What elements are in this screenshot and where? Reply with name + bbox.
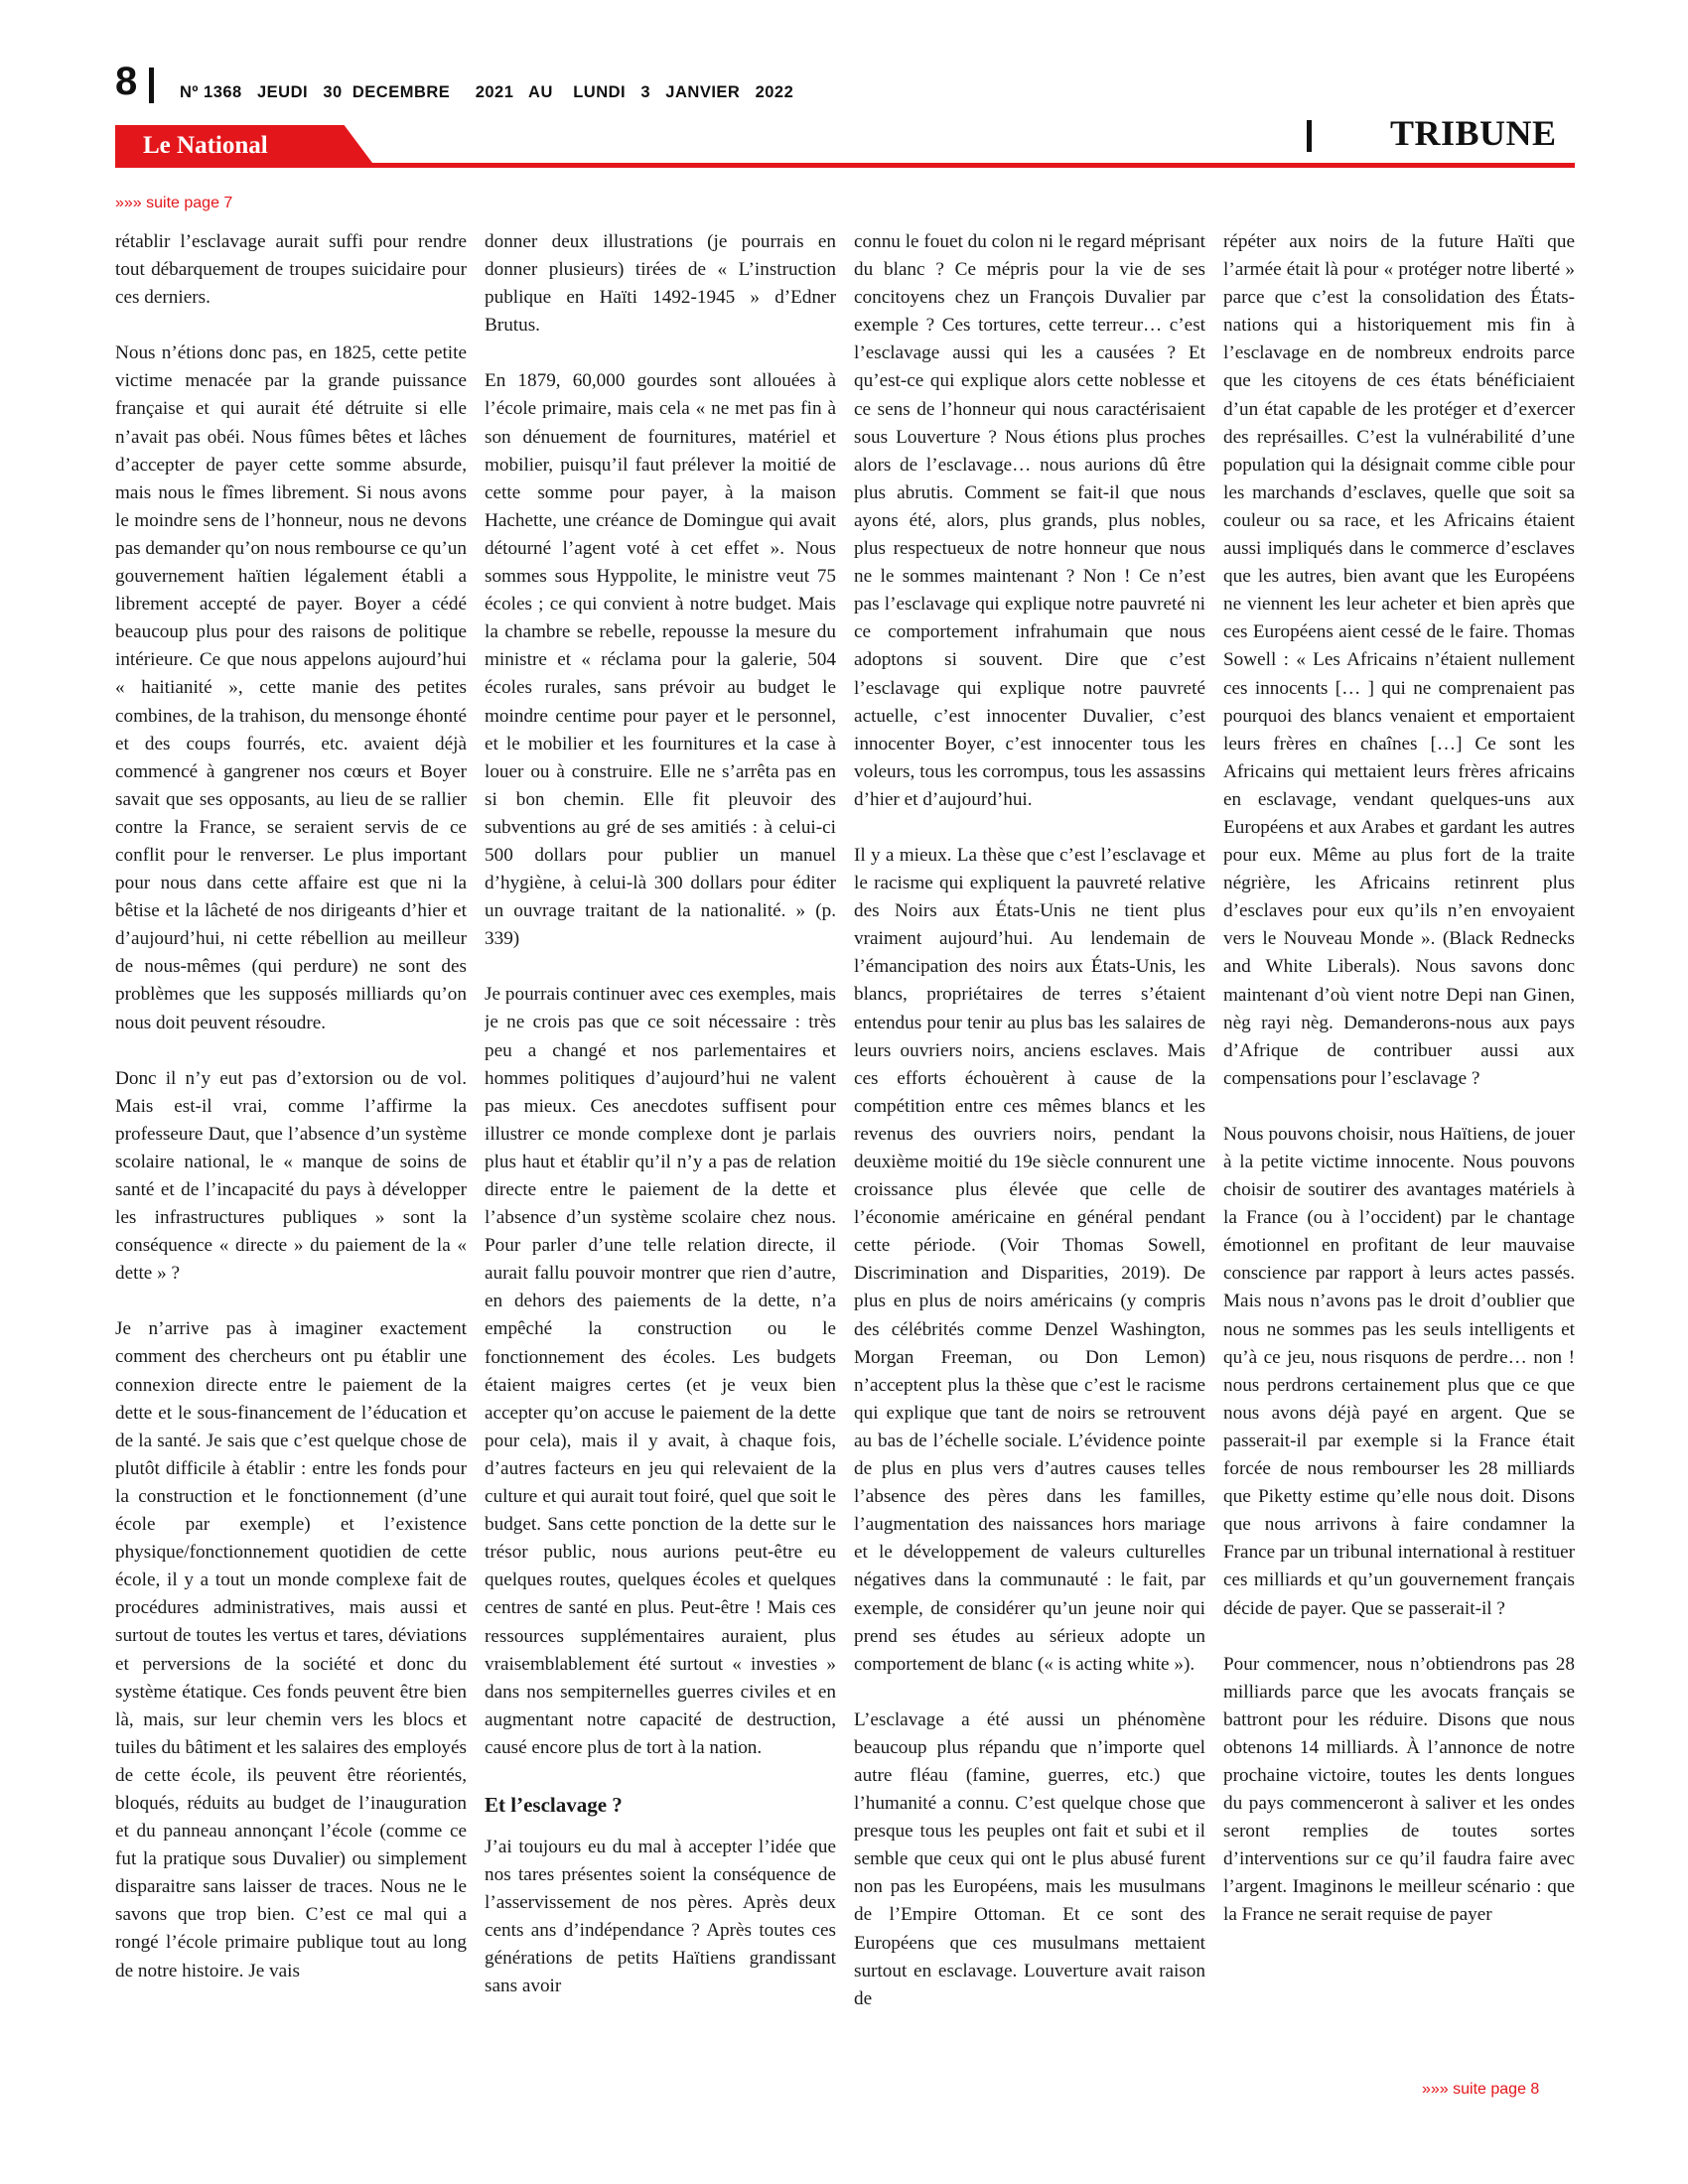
issue-date-line: Nº 1368 JEUDI 30 DECEMBRE 2021 AU LUNDI 3 JANVIER 2022 — [180, 83, 794, 101]
article-column-1 — [115, 228, 467, 2085]
paragraph: répéter aux noirs de la future Haïti que l’armée était là pour « protéger notre liberté » parce que c’est la consolidation des États-nations qui a historiquement mis fin à l’esclavage en de nombreux endroits parce que les citoyens de ces états bénéficiaient d’un état capable de les protéger et d’exercer des représailles. C’est la vulnérabilité d’une population qui la désignait comme cible pour les marchands d’esclaves, quelle que soit sa couleur ou sa race, et les Africains étaient aussi impliqués dans le commerce d’esclaves que les autres, bien avant que les Européens ne viennent les leur acheter et bien après que ces Européens aient cessé de le faire. Thomas Sowell : « Les Africains n’étaient nullement ces innocents [… ] qui ne comprenaient pas pourquoi des blancs venaient et emportaient leurs frères en chaînes […] Ce sont les Africains qui mettaient leurs frères africains en esclavage, vendant quelques-uns aux Européens et aux Arabes et gardant les autres pour eux. Même au plus fort de la traite négrière, les Africains retinrent plus d’esclaves pour eux qu’ils n’en envoyaient vers le Nouveau Monde ». (Black Rednecks and White Liberals). Nous savons donc maintenant d’où vient notre Depi nan Ginen, nèg rayi nèg. Demanderons-nous aux pays d’Afrique de contribuer aussi aux compensations pour l’esclavage ? — [1223, 231, 1575, 1089]
paragraph: L’esclavage a été aussi un phénomène beaucoup plus répandu que n’importe quel autre fléau (famine, guerres, etc.) que l’humanité a connu. C’est quelque chose que presque tous les peuples ont fait et subi et il semble que ceux qui ont le plus abusé furent non pas les Européens, mais les musulmans de l’Empire Ottoman. Et ce sont des Européens que ces musulmans mettaient surtout en esclavage. Louverture avait raison de — [854, 1708, 1205, 2009]
paragraph: Il y a mieux. La thèse que c’est l’esclavage et le racisme qui expliquent la pauvreté relative des Noirs aux États-Unis ne tient plus vraiment aujourd’hui. Au lendemain de l’émancipation des noirs aux États-Unis, les blancs, propriétaires de terres s’étaient entendus pour tenir au plus bas les salaires de leurs ouvriers noirs, anciens esclaves. Mais ces efforts échouèrent à cause de la compétition entre ces mêmes blancs et les revenus des ouvriers noirs, pendant la deuxième moitié du 19e siècle connurent une croissance plus élevée que celle de l’économie américaine en général pendant cette période. (Voir Thomas Sowell, Discrimination and Disparities, 2019). De plus en plus de noirs américains (y compris des célébrités comme Denzel Washington, Morgan Freeman, ou Don Lemon) n’acceptent plus la thèse que c’est le racisme qui explique que tant de noirs se retrouvent au bas de l’échelle sociale. L’évidence pointe de plus en plus vers d’autres causes telles l’absence des pères dans les familles, l’augmentation des naissances hors mariage et le développement de valeurs culturelles négatives dans la communauté : le fait, par exemple, de considérer qu’un jeune noir qui prend ses études au sérieux adopte un comportement de blanc (« is acting white »). — [854, 844, 1205, 1675]
page-number: 8 — [115, 60, 138, 103]
article-column-2 — [485, 228, 836, 2085]
subheading: Et l’esclavage ? — [485, 1792, 623, 1817]
newspaper-logo: Le National — [143, 132, 268, 159]
paragraph: connu le fouet du colon ni le regard méprisant du blanc ? Ce mépris pour la vie de ses concitoyens chez un François Duvalier par exemple ? Ces tortures, cette terreur… c’est l’esclavage aussi qui les a causées ? Et qu’est-ce qui explique alors cette noblesse et ce sens de l’honneur qui nous caractérisaient sous Louverture ? Nous étions plus proches alors de l’esclavage… nous aurions dû être plus abrutis. Comment se fait-il que nous ayons été, alors, plus grands, plus nobles, plus respectueux de notre honneur que nous ne le sommes maintenant ? Non ! Ce n’est pas l’esclavage qui explique notre pauvreté ni ce comportement infrahumain que nous adoptons si souvent. Dire que c’est l’esclavage qui explique notre pauvreté actuelle, c’est innocenter Duvalier, c’est innocenter Boyer, c’est innocenter tous les voleurs, tous les corrompus, tous les assassins d’hier et d’aujourd’hui. — [854, 231, 1205, 810]
paragraph: Je pourrais continuer avec ces exemples, mais je ne crois pas que ce soit nécessaire : très peu a changé et nos parlementaires et hommes politiques d’aujourd’hui ne valent pas mieux. Ces anecdotes suffisent pour illustrer ce monde complexe dont je parlais plus haut et établir qu’il n’y a pas de relation directe entre le paiement de la dette et l’absence d’un système scolaire chez nous. Pour parler d’une telle relation directe, il aurait fallu pouvoir montrer que rien d’autre, en dehors des paiements de la dette, n’a empêché la construction ou le fonctionnement des écoles. Les budgets étaient maigres certes (et je veux bien accepter qu’on accuse le paiement de la dette pour cela), mais il y avait, à chaque fois, d’autres facteurs en jeu qui relevaient de la culture et qui aurait tout foiré, quel que soit le budget. Sans cette ponction de la dette sur le trésor public, nous aurions peut-être eu quelques routes, quelques écoles et quelques centres de santé en plus. Peut-être ! Mais ces ressources supplémentaires auraient, plus vraisemblablement été surtout « investies » dans nos sempiternelles guerres civiles et en augmentant notre capacité de destruction, causé encore plus de tort à la nation. — [485, 984, 836, 1758]
article-column-4 — [1223, 228, 1575, 2085]
paragraph: donner deux illustrations (je pourrais en donner plusieurs) tirées de « L’instruction publique en Haïti 1492-1945 » d’Edner Brutus. — [485, 231, 836, 337]
paragraph: Nous pouvons choisir, nous Haïtiens, de jouer à la petite victime innocente. Nous pouvons choisir de soutirer des avantages matériels à la France (ou à l’occident) par le chantage émotionnel en profitant de leur mauvaise conscience par rapport à leurs actes passés. Mais nous n’avons pas le droit d’oublier que nous ne sommes pas les seuls intelligents et qu’à ce jeu, nous risquons de perdre… non ! nous perdrons certainement plus que ce que nous avons déjà payé en argent. Que se passerait-il par exemple si la France était forcée de nous rembourser les 28 milliards que Piketty estime qu’elle nous doit. Disons que nous arrivons à faire condamner la France par un tribunal international à restituer ces milliards et qu’un gouvernement français décide de payer. Que se passerait-il ? — [1223, 1123, 1575, 1619]
section-divider — [1307, 120, 1312, 152]
paragraph: Pour commencer, nous n’obtiendrons pas 28 milliards parce que les avocats français se battront pour les réduire. Disons que nous obtenons 14 milliards. À l’annonce de notre prochaine victoire, toutes les dents longues du pays commenceront à saliver et les ondes seront remplies de toutes sortes d’interventions sur ce qu’il faudra faire avec l’argent. Imaginons le meilleur scénario : que la France ne serait requise de payer — [1223, 1653, 1575, 1926]
paragraph: J’ai toujours eu du mal à accepter l’idée que nos tares présentes soient la conséquence de l’asservissement de nos pères. Après deux cents ans d’indépendance ? Après toutes ces générations de petits Haïtiens grandissant sans avoir — [485, 1836, 836, 1997]
paragraph: Je n’arrive pas à imaginer exactement comment des chercheurs ont pu établir une connexion directe entre le paiement de la dette et le sous-financement de l’éducation et de la santé. Je sais que c’est quelque chose de plutôt difficile à établir : entre les fonds pour la construction et le fonctionnement (d’une école par exemple) et l’existence physique/fonctionnement quotidien de cette école, il y a tout un monde complexe fait de procédures administratives, mais aussi et surtout de toutes les vertus et tares, déviations et perversions de la société et donc du système étatique. Ces fonds peuvent être bien là, mais, sur leur chemin vers les blocs et tuiles du bâtiment et les salaires des employés de cette école, ils peuvent être réorientés, bloqués, réduits au budget de l’inauguration et du panneau annonçant l’école (comme ce fut la pratique sous Duvalier) ou simplement disparaitre sans laisser de traces. Nous ne le savons que trop bien. C’est ce mal qui a rongé l’école primaire publique tout au long de notre histoire. Je vais — [115, 1318, 467, 1981]
continued-from-link[interactable]: »»» suite page 7 — [115, 195, 233, 211]
paragraph: Donc il n’y eut pas d’extorsion ou de vol. Mais est-il vrai, comme l’affirme la professeure Daut, que l’absence d’un système scolaire national, le « manque de soins de santé et de l’incapacité du pays à développer les infrastructures publiques » sont la conséquence « directe » du paiement de la « dette » ? — [115, 1067, 467, 1285]
article-column-3 — [854, 228, 1205, 2085]
section-title: TRIBUNE — [1390, 113, 1557, 153]
paragraph: En 1879, 60,000 gourdes sont allouées à l’école primaire, mais cela « ne met pas fin à son dénuement de fournitures, matériel et mobilier, puisqu’il faut prélever la moitié de cette somme pour payer, à la maison Hachette, une créance de Domingue qui avait détourné l’agent voté à cet effet ». Nous sommes sous Hyppolite, le ministre veut 75 écoles ; ce qui convient à notre budget. Mais la chambre se rebelle, repousse la mesure du ministre et « réclama pour la galerie, 504 écoles rurales, sans prévoir au budget le moindre centime pour payer et le personnel, et le mobilier et les fournitures et la case à louer ou à construire. Elle ne s’arrêta pas en si bon chemin. Elle fit pleuvoir des subventions au gré de ses amitiés : à celui-ci 500 dollars pour publier un manuel d’hygiène, à celui-là 300 dollars pour éditer un ouvrage traitant de la nationalité. » (p. 339) — [485, 370, 836, 950]
continued-to-link[interactable]: »»» suite page 8 — [1422, 2081, 1540, 2098]
page-number-divider — [149, 68, 154, 103]
header-rule — [115, 163, 1575, 168]
paragraph: Nous n’étions donc pas, en 1825, cette petite victime menacée par la grande puissance française et qui aurait été détruite si elle n’avait pas obéi. Nous fûmes bêtes et lâches d’accepter de payer cette somme absurde, mais nous le fîmes librement. Si nous avons le moindre sens de l’honneur, nous ne devons pas demander qu’on nous rembourse ce qu’un gouvernement haïtien légalement établi a librement accepté de payer. Boyer a cédé beaucoup plus pour des raisons de politique intérieure. Ce que nous appelons aujourd’hui « haitianité », cette manie des petites combines, de la trahison, du mensonge éhonté et des coups fourrés, etc. avaient déjà commencé à gangrener nos cœurs et Boyer savait que ses opposants, au lieu de se rallier contre la France, se seraient servis de ce conflit pour le renverser. Le plus important pour nous dans cette affaire est que ni la bêtise et la lâcheté de nos dirigeants d’hier et d’aujourd’hui, ni cette rébellion au meilleur de nous-mêmes (qui perdure) ne sont des problèmes que les supposés milliards qu’on nous doit peuvent résoudre. — [115, 342, 467, 1033]
paragraph: rétablir l’esclavage aurait suffi pour rendre tout débarquement de troupes suicidaire pour ces derniers. — [115, 231, 467, 309]
